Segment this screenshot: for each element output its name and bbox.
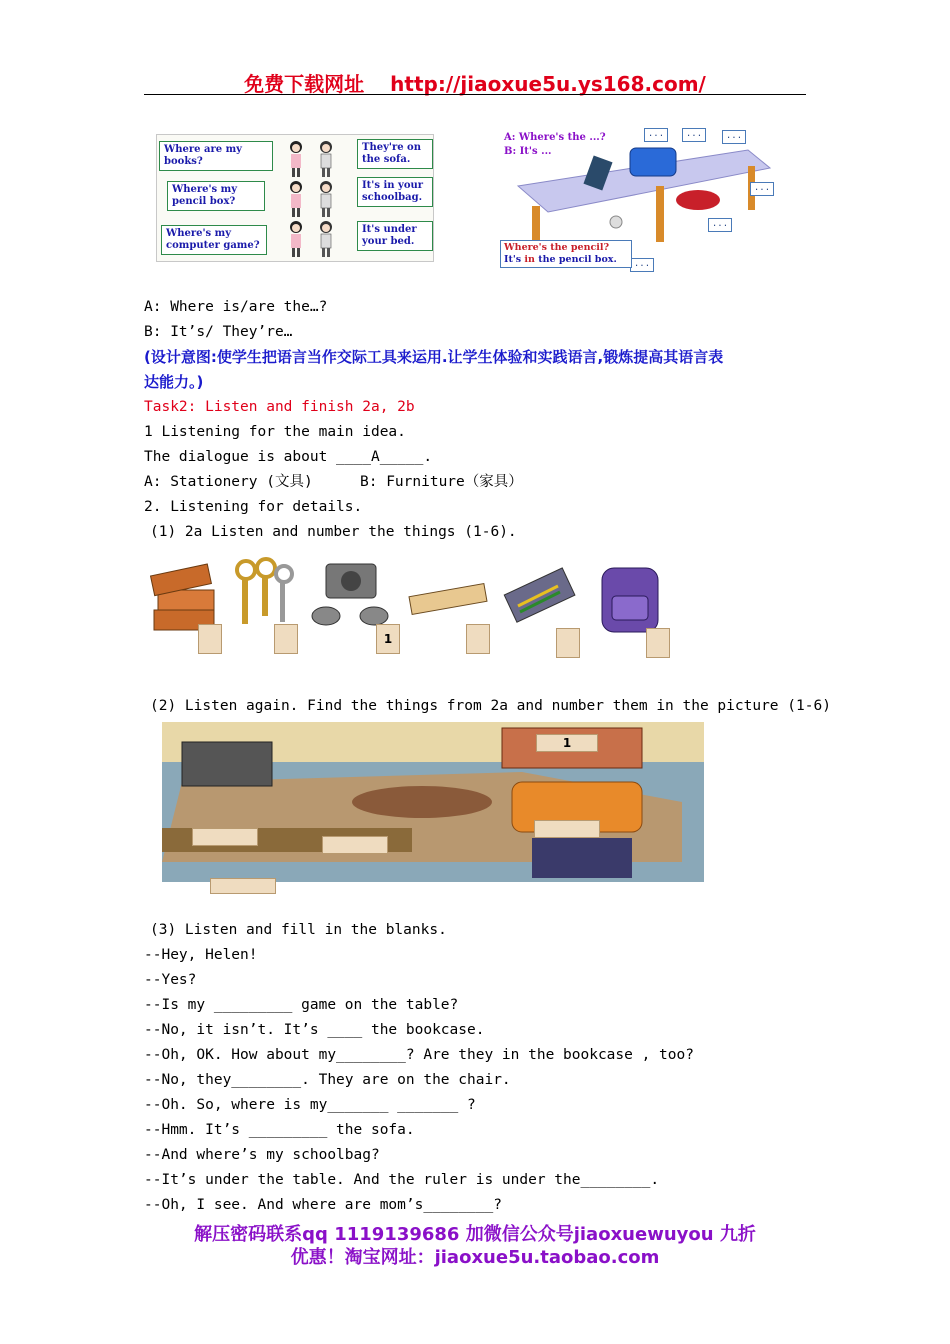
girl-figure-2: [285, 179, 307, 219]
answer-bubble-sofa: They're on the sofa.: [357, 139, 433, 169]
answer-bubble-schoolbag: It's in your schoolbag.: [357, 177, 433, 207]
dialogue-line-9: --And where’s my schoolbag?: [144, 1147, 380, 1163]
footer-wechat: jiaoxuewuyou: [573, 1224, 714, 1245]
example-answer-in: in: [524, 254, 535, 265]
room-picture: [162, 722, 704, 882]
line-b: B: It’s/ They’re…: [144, 324, 293, 340]
number-box-5: [556, 628, 580, 658]
prompt-a: A: Where's the ...?: [504, 132, 606, 143]
room-box-3: [534, 820, 600, 838]
label-box-1: ...: [644, 128, 668, 142]
number-box-2: [274, 624, 298, 654]
room-box-2: [322, 836, 388, 854]
header-rule: [144, 94, 806, 95]
number-box-6: [646, 628, 670, 658]
girl-figure-3: [285, 219, 307, 259]
room-box-4: 1: [536, 734, 598, 752]
item-3: (3) Listen and fill in the blanks.: [150, 922, 447, 938]
things-strip: [146, 552, 676, 664]
question-bubble-pencil-box: Where's my pencil box?: [167, 181, 265, 211]
question-bubble-computer-game: Where's my computer game?: [161, 225, 267, 255]
item-2b: (2) Listen again. Find the things from 2a and number them in the picture (1-6): [150, 698, 831, 714]
room-drawing: [162, 722, 704, 882]
dialogue-line-7: --Oh. So, where is my_______ _______ ?: [144, 1097, 476, 1113]
number-box-1: [198, 624, 222, 654]
girl-figure-1: [285, 139, 307, 179]
dialogue-line-11: --Oh, I see. And where are mom’s________?: [144, 1197, 502, 1213]
label-box-6: ...: [630, 258, 654, 272]
footer-mid: 加微信公众号: [459, 1224, 574, 1245]
dialogue-line-5: --Oh, OK. How about my________? Are they in the bookcase , too?: [144, 1047, 694, 1063]
answer-bubble-bed: It's under your bed.: [357, 221, 433, 251]
footer-line-2: [0, 1243, 950, 1269]
boy-figure-2: [315, 179, 337, 219]
dialogue-line-8: --Hmm. It’s _________ the sofa.: [144, 1122, 415, 1138]
question-bubble-books: Where are my books?: [159, 141, 273, 171]
example-question: Where's the pencil?: [504, 242, 610, 253]
label-box-4: ...: [750, 182, 774, 196]
figure-table-scene: [498, 124, 778, 274]
footer-qq: qq 1119139686: [302, 1224, 460, 1245]
example-answer: [504, 254, 628, 266]
label-box-5: ...: [708, 218, 732, 232]
boy-figure-1: [315, 139, 337, 179]
footer-post: 九折: [713, 1224, 756, 1245]
number-box-4: [466, 624, 490, 654]
page-header: [0, 68, 950, 97]
room-box-1: [192, 828, 258, 846]
room-box-5: [210, 878, 276, 894]
dialogue-line-6: --No, they________. They are on the chair.: [144, 1072, 511, 1088]
option-a: A: Stationery (文具): [144, 474, 313, 490]
listening-details: 2. Listening for details.: [144, 499, 363, 515]
dialogue-about: The dialogue is about ____A_____.: [144, 449, 433, 465]
header-url[interactable]: http://jiaoxue5u.ys168.com/: [390, 72, 706, 96]
example-answer-pre: It's: [504, 254, 525, 265]
line-a: A: Where is/are the…?: [144, 299, 328, 315]
footer-pre: 解压密码联系: [194, 1224, 303, 1245]
example-answer-post: the pencil box.: [534, 254, 617, 265]
dialogue-line-4: --No, it isn’t. It’s ____ the bookcase.: [144, 1022, 485, 1038]
option-b: B: Furniture（家具）: [360, 474, 523, 490]
header-title: 免费下载网址: [244, 72, 365, 96]
design-note-line-2: 达能力。): [144, 373, 204, 391]
item-2a: (1) 2a Listen and number the things (1-6).: [150, 524, 517, 540]
label-box-2: ...: [682, 128, 706, 142]
design-note-line-1: (设计意图:使学生把语言当作交际工具来运用.让学生体验和实践语言,锻炼提高其语言表: [144, 348, 724, 366]
task2-heading: Task2: Listen and finish 2a, 2b: [144, 399, 415, 415]
label-box-3: ...: [722, 130, 746, 144]
dialogue-line-1: --Hey, Helen!: [144, 947, 258, 963]
figure-kids-dialogue: [156, 134, 434, 262]
listening-main-idea: 1 Listening for the main idea.: [144, 424, 406, 440]
footer-taobao-url[interactable]: jiaoxue5u.taobao.com: [434, 1247, 660, 1268]
dialogue-line-10: --It’s under the table. And the ruler is under the________.: [144, 1172, 660, 1188]
ruler-icon: [406, 580, 490, 620]
boy-figure-3: [315, 219, 337, 259]
footer-line2-pre: 优惠！淘宝网址：: [290, 1247, 435, 1268]
prompt-b: B: It's ...: [504, 146, 552, 157]
number-box-3: 1: [376, 624, 400, 654]
dialogue-line-2: --Yes?: [144, 972, 197, 988]
dialogue-line-3: --Is my _________ game on the table?: [144, 997, 459, 1013]
example-bubble: [500, 240, 632, 268]
